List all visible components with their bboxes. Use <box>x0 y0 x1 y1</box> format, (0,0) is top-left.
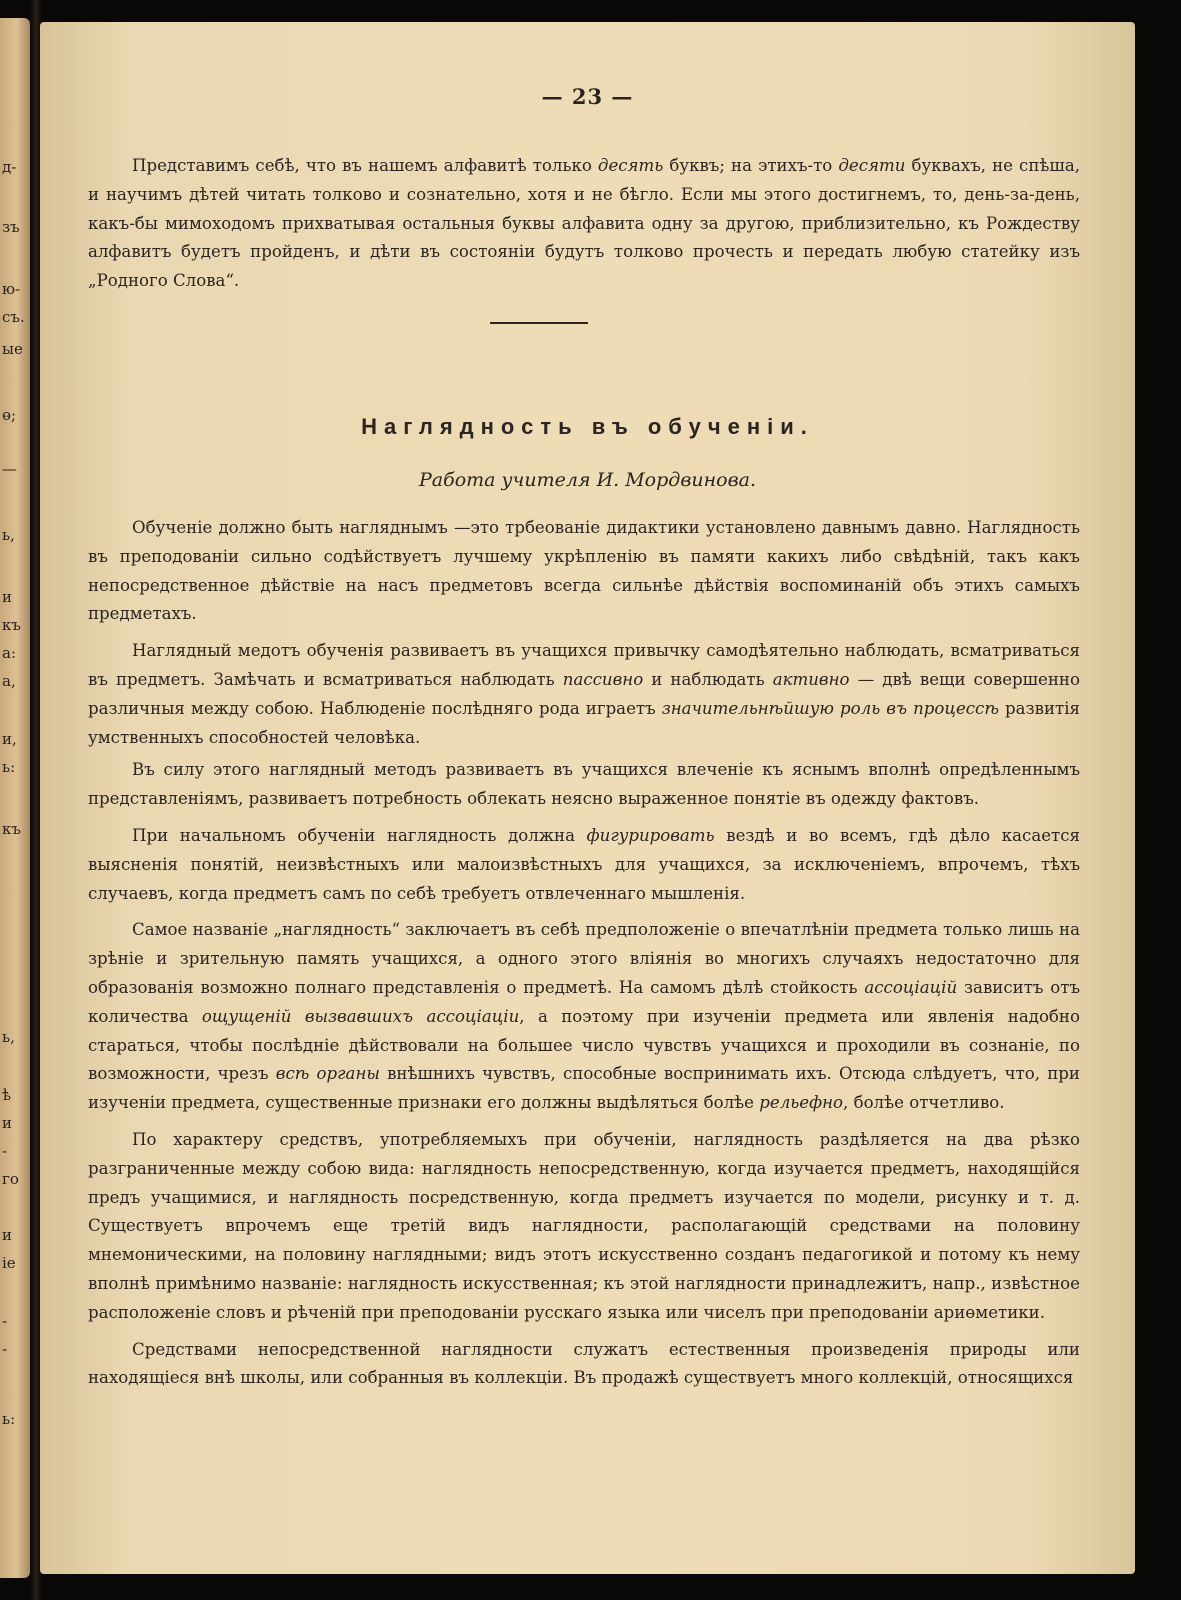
margin-fragment: зъ <box>2 218 20 236</box>
margin-fragment: ь: <box>2 758 16 776</box>
text-run: внѣшнихъ чувствъ, способные воспринимать ихъ. Отсюда слѣдуетъ, что, при изученiи предмета, существенные признаки его должны выдѣляться болѣе <box>88 1064 1080 1113</box>
paragraph <box>88 822 1080 908</box>
emphasis: пассивно <box>562 669 644 689</box>
margin-fragment: ь, <box>2 526 15 544</box>
text-run: Самое названiе „наглядность“ заключаетъ въ себѣ предположенiе о впечатлѣнiи предмета только лишь на зрѣнiе и зрительную память учащихся, а одного этого влiянiя во многихъ случаяхъ недостаточно для образованiя возможно полнаго представленiя о предметѣ. На самомъ дѣлѣ стойкость <box>88 920 1080 997</box>
previous-page-edge <box>0 18 30 1578</box>
margin-fragment: - <box>2 1312 8 1330</box>
margin-fragment: ө; <box>2 406 17 424</box>
article-author: Работа учителя И. Мордвинова. <box>418 469 756 491</box>
margin-fragment: ь: <box>2 1410 16 1428</box>
emphasis: рельефно <box>759 1093 844 1113</box>
paragraph: Обученiе должно быть нагляднымъ —это трбеованiе дидактики установлено давнымъ давно. Наглядность въ преподованiи сильно содѣйствуетъ лучшему укрѣпленiю въ памяти какихъ либо свѣдѣнiй, такъ какъ непосредственное дѣйствiе на насъ предметовъ всегда сильнѣе дѣйствiя воспоминанiй объ этихъ самыхъ предметахъ. <box>88 518 1080 624</box>
margin-fragment: — <box>2 460 17 478</box>
emphasis: значительнѣйшую роль въ процессѣ <box>661 698 999 718</box>
page-number: — 23 — <box>541 84 634 109</box>
margin-fragment: - <box>2 1142 8 1160</box>
intro-emphasis: десять <box>597 156 664 175</box>
margin-fragment: iе <box>2 1254 16 1272</box>
margin-fragment: ь, <box>2 1028 15 1046</box>
text-run: , болѣе отчетливо. <box>843 1093 1005 1113</box>
text-run: и наблюдать <box>643 669 773 689</box>
emphasis: фигурировать <box>586 825 715 845</box>
emphasis: активно <box>772 669 850 689</box>
text-run: зависитъ отъ количества <box>88 977 1080 1026</box>
intro-paragraph <box>88 152 1080 296</box>
section-divider <box>490 322 588 324</box>
paragraph <box>88 637 1080 752</box>
paragraph <box>88 916 1080 1118</box>
margin-fragment: ѣ <box>2 1086 12 1104</box>
paragraph: По характеру средствъ, употребляемыхъ при обученiи, наглядность раздѣляется на два рѣзко разграниченные между собою вида: наглядность непосредственную, когда изучается предметъ, находящiйся предъ учащимися, и наглядность посредственную, когда предметъ изучается по модели, рисунку и т. д. Существуетъ впрочемъ еще третiй видъ наглядности, располагающiй средствами на половину мнемоническими, на половину наглядными; видъ этотъ искусственно созданъ педагогикой и потому къ нему вполнѣ примѣнимо названiе: наглядность искусственная; къ этой наглядности принадлежитъ, напр., извѣстное расположенiе словъ и рѣченiй при преподованiи русскаго языка или чиселъ при преподованiи ариөметики. <box>88 1129 1080 1322</box>
text-run: , а поэтому при изученiи предмета или явленiя надобно стараться, чтобы послѣднiе дѣйствовали на большее число чувствъ учащихся и проходили въ сознанiе, по возможности, чрезъ <box>88 1006 1080 1084</box>
text-run: вездѣ и во всемъ, гдѣ дѣло касается выясненiя понятiй, неизвѣстныхъ или малоизвѣстныхъ для учащихся, за исключенiемъ, впрочемъ, тѣхъ случаевъ, когда предметъ самъ по себѣ требуетъ отвлеченнаго мышленiя. <box>88 825 1080 903</box>
intro-text: буквъ; на этихъ-то <box>663 156 839 175</box>
margin-fragment: и <box>2 1114 12 1132</box>
margin-fragment: и <box>2 588 12 606</box>
text-run: развитiя умственныхъ способностей человѣка. <box>88 698 1080 747</box>
margin-fragment: - <box>2 1340 8 1358</box>
margin-fragment: го <box>2 1170 19 1188</box>
margin-fragment: къ <box>2 820 21 838</box>
margin-fragment: а: <box>2 644 16 662</box>
margin-fragment: съ. <box>2 308 25 326</box>
text-run: — двѣ вещи совершенно различныя между собою. Наблюденiе послѣдняго рода играетъ <box>88 669 1080 718</box>
emphasis: ассоцiацiй <box>864 977 958 997</box>
margin-fragment: и, <box>2 730 17 748</box>
margin-fragment: къ <box>2 616 21 634</box>
margin-fragment: и <box>2 1226 12 1244</box>
article-body <box>88 514 1080 1393</box>
article-title: Наглядность въ обученiи. <box>361 414 814 439</box>
book-page <box>40 22 1135 1574</box>
emphasis: всѣ органы <box>275 1064 380 1084</box>
intro-emphasis: десяти <box>838 156 906 175</box>
intro-text: Представимъ себѣ, что въ нашемъ алфавитѣ только <box>132 156 598 175</box>
paragraph: Въ силу этого наглядный методъ развиваетъ въ учащихся влеченiе къ яснымъ вполнѣ опредѣленнымъ представленiямъ, развиваетъ потребность облекать неясно выраженное понятiе въ одежду фактовъ. <box>88 760 1080 809</box>
margin-fragment: ю- <box>2 280 21 298</box>
emphasis: ощущенiй вызвавшихъ ассоцiацiи <box>201 1006 520 1026</box>
text-run: Наглядный медотъ обученiя развиваетъ въ учащихся привычку самодѣятельно наблюдать, всматриваться въ предметъ. Замѣчать и всматриваться наблюдать <box>88 641 1080 689</box>
margin-fragment: а, <box>2 672 16 690</box>
paragraph: Средствами непосредственной наглядности служатъ естественныя произведенiя природы или находящiеся внѣ школы, или собранныя въ коллекцiи. Въ продажѣ существуетъ много коллекцiй, относящихся <box>88 1339 1080 1388</box>
text-run: При начальномъ обученiи наглядность должна <box>132 825 587 845</box>
intro-text: буквахъ, не спѣша, и научимъ дѣтей читать толково и сознательно, хотя и не бѣгло. Если мы этого достигнемъ, то, день-за-день, какъ-бы мимоходомъ прихватывая остальныя буквы алфавита одну за другою, приблизительно, къ Рождеству алфавитъ будетъ пройденъ, и дѣти въ состоянiи будутъ толково прочесть и передать любую статейку изъ „Родного Слова“. <box>88 156 1080 291</box>
margin-fragment: д- <box>2 158 17 176</box>
margin-fragment: ые <box>2 340 23 358</box>
